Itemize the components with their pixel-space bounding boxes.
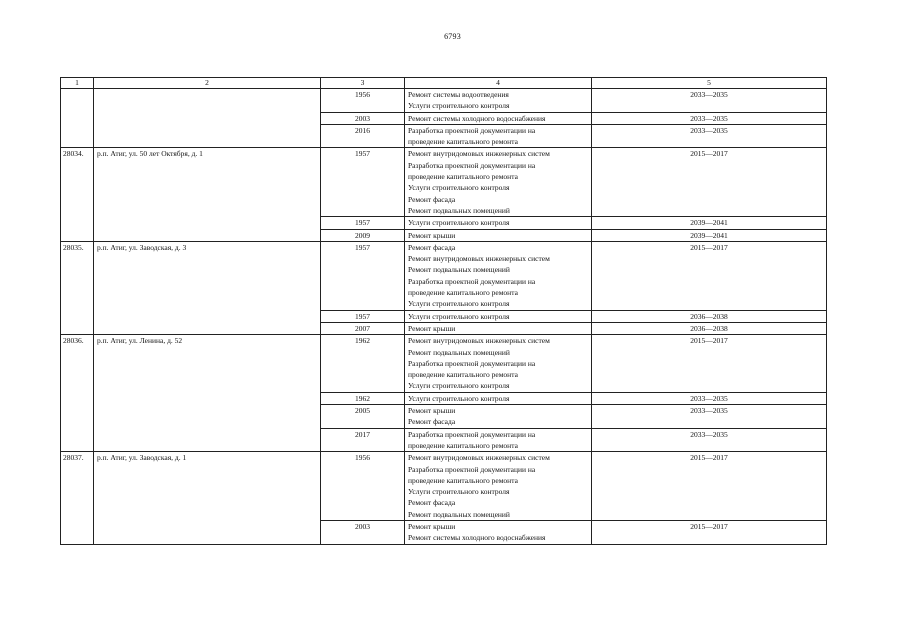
work-item: Ремонт подвальных помещений — [408, 509, 510, 519]
work-item: Услуги строительного контроля — [408, 218, 510, 228]
table-row — [61, 89, 827, 113]
work-item: Ремонт внутридомовых инженерных систем — [408, 149, 550, 159]
entry-number: 28036. — [61, 335, 94, 452]
repair-schedule-table — [60, 77, 827, 545]
period-cell: 2015—2017 — [592, 520, 827, 544]
table-row — [61, 335, 827, 392]
year-cell: 1956 — [321, 452, 405, 521]
works-cell — [405, 405, 592, 429]
work-item: Разработка проектной документации на — [408, 125, 536, 135]
period-cell: 2039—2041 — [592, 217, 827, 229]
table-row — [61, 148, 827, 217]
works-cell — [405, 89, 592, 113]
work-item: Ремонт фасада — [408, 417, 456, 427]
work-item: Ремонт внутридомовых инженерных систем — [408, 254, 550, 264]
period-cell: 2039—2041 — [592, 229, 827, 241]
works-cell — [405, 335, 592, 392]
period-cell: 2015—2017 — [592, 148, 827, 217]
works-cell — [405, 112, 592, 124]
header-cell: 5 — [592, 78, 827, 89]
works-cell — [405, 148, 592, 217]
work-item: Ремонт крыши — [408, 323, 456, 333]
work-item: Ремонт крыши — [408, 230, 456, 240]
year-cell: 2017 — [321, 428, 405, 452]
work-item: проведение капитального ремонта — [408, 172, 518, 182]
work-item: Услуги строительного контроля — [408, 393, 510, 403]
work-item: Ремонт фасада — [408, 498, 456, 508]
year-cell: 1957 — [321, 310, 405, 322]
year-cell: 2005 — [321, 405, 405, 429]
year-cell: 2009 — [321, 229, 405, 241]
period-cell: 2015—2017 — [592, 335, 827, 392]
works-cell — [405, 428, 592, 452]
work-item: Услуги строительного контроля — [408, 183, 510, 193]
work-item: Ремонт подвальных помещений — [408, 205, 510, 215]
work-item: проведение капитального ремонта — [408, 475, 518, 485]
period-cell: 2015—2017 — [592, 452, 827, 521]
address-cell: р.п. Атиг, ул. Заводская, д. 1 — [94, 452, 321, 544]
address-cell: р.п. Атиг, ул. Заводская, д. 3 — [94, 241, 321, 334]
year-cell: 2016 — [321, 124, 405, 148]
work-item: Разработка проектной документации на — [408, 276, 536, 286]
period-cell: 2015—2017 — [592, 241, 827, 310]
work-item: Услуги строительного контроля — [408, 381, 510, 391]
period-cell: 2033—2035 — [592, 124, 827, 148]
work-item: Разработка проектной документации на — [408, 358, 536, 368]
page-number: 6793 — [444, 32, 461, 41]
entry-number: 28037. — [61, 452, 94, 544]
period-cell: 2033—2035 — [592, 405, 827, 429]
year-cell: 2003 — [321, 112, 405, 124]
year-cell: 1962 — [321, 392, 405, 404]
work-item: проведение капитального ремонта — [408, 440, 518, 450]
year-cell: 1957 — [321, 241, 405, 310]
year-cell: 1962 — [321, 335, 405, 392]
work-item: Ремонт системы холодного водоснабжения — [408, 533, 546, 543]
work-item: Услуги строительного контроля — [408, 311, 510, 321]
period-cell: 2033—2035 — [592, 112, 827, 124]
period-cell: 2033—2035 — [592, 428, 827, 452]
works-cell — [405, 229, 592, 241]
work-item: Разработка проектной документации на — [408, 160, 536, 170]
entry-number: 28034. — [61, 148, 94, 241]
work-item: Услуги строительного контроля — [408, 101, 510, 111]
work-item: Ремонт крыши — [408, 521, 456, 531]
header-cell: 1 — [61, 78, 94, 89]
address-cell: р.п. Атиг, ул. 50 лет Октября, д. 1 — [94, 148, 321, 241]
work-item: Ремонт фасада — [408, 194, 456, 204]
year-cell: 1956 — [321, 89, 405, 113]
works-cell — [405, 217, 592, 229]
period-cell: 2033—2035 — [592, 89, 827, 113]
work-item: проведение капитального ремонта — [408, 288, 518, 298]
work-item: Ремонт крыши — [408, 406, 456, 416]
period-cell: 2036—2038 — [592, 310, 827, 322]
work-item: Услуги строительного контроля — [408, 487, 510, 497]
works-cell — [405, 452, 592, 521]
works-cell — [405, 310, 592, 322]
year-cell: 2003 — [321, 520, 405, 544]
header-cell: 2 — [94, 78, 321, 89]
work-item: Ремонт внутридомовых инженерных систем — [408, 336, 550, 346]
entry-number — [61, 89, 94, 148]
work-item: Ремонт фасада — [408, 242, 456, 252]
works-cell — [405, 241, 592, 310]
work-item: Ремонт системы холодного водоснабжения — [408, 113, 546, 123]
table-row — [61, 241, 827, 310]
work-item: Ремонт подвальных помещений — [408, 347, 510, 357]
work-item: Разработка проектной документации на — [408, 464, 536, 474]
work-item: Ремонт внутридомовых инженерных систем — [408, 453, 550, 463]
works-cell — [405, 392, 592, 404]
entry-number: 28035. — [61, 241, 94, 334]
work-item: Ремонт системы водоотведения — [408, 90, 509, 99]
work-item: проведение капитального ремонта — [408, 137, 518, 147]
year-cell: 1957 — [321, 217, 405, 229]
works-cell — [405, 322, 592, 334]
work-item: Разработка проектной документации на — [408, 429, 536, 439]
works-cell — [405, 124, 592, 148]
work-item: Услуги строительного контроля — [408, 299, 510, 309]
header-row — [61, 78, 827, 89]
table-row — [61, 452, 827, 521]
year-cell: 1957 — [321, 148, 405, 217]
header-cell: 4 — [405, 78, 592, 89]
header-cell: 3 — [321, 78, 405, 89]
year-cell: 2007 — [321, 322, 405, 334]
period-cell: 2036—2038 — [592, 322, 827, 334]
works-cell — [405, 520, 592, 544]
work-item: проведение капитального ремонта — [408, 370, 518, 380]
period-cell: 2033—2035 — [592, 392, 827, 404]
work-item: Ремонт подвальных помещений — [408, 265, 510, 275]
address-cell — [94, 89, 321, 148]
address-cell: р.п. Атиг, ул. Ленина, д. 52 — [94, 335, 321, 452]
